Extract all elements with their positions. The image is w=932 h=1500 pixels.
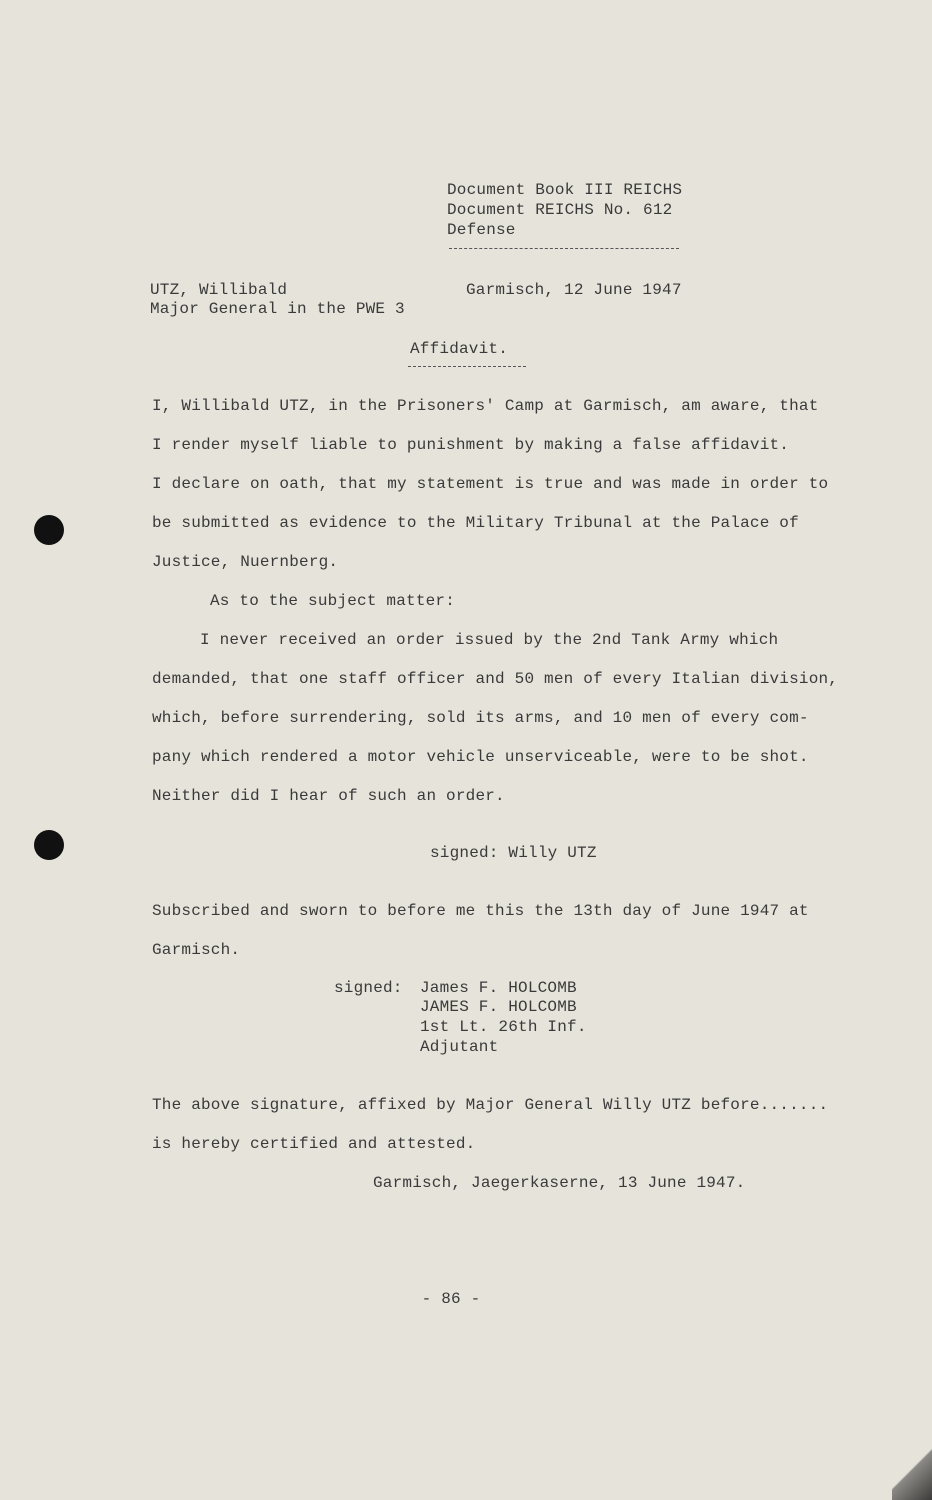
- affidavit-title: Affidavit.: [410, 340, 509, 358]
- statement-line: I never received an order issued by the 2nd Tank Army which: [200, 631, 779, 649]
- certification-place-date: Garmisch, Jaegerkaserne, 13 June 1947.: [373, 1174, 746, 1192]
- defense-line: Defense: [447, 221, 516, 239]
- folded-corner: [892, 1410, 932, 1500]
- officer-role: Adjutant: [420, 1038, 499, 1056]
- oath-line: I, Willibald UTZ, in the Prisoners' Camp at Garmisch, am aware, that: [152, 397, 819, 415]
- statement-line: demanded, that one staff officer and 50 men of every Italian division,: [152, 670, 839, 688]
- document-book-line: Document Book III REICHS: [447, 181, 683, 199]
- subject-heading: As to the subject matter:: [210, 592, 456, 610]
- officer-signature: James F. HOLCOMB: [420, 979, 577, 997]
- oath-line: be submitted as evidence to the Military Tribunal at the Palace of: [152, 514, 799, 532]
- oath-line: Justice, Nuernberg.: [152, 553, 339, 571]
- oath-line: I declare on oath, that my statement is true and was made in order to: [152, 475, 829, 493]
- officer-name: JAMES F. HOLCOMB: [420, 998, 577, 1016]
- place-date: Garmisch, 12 June 1947: [466, 281, 682, 299]
- page-number: - 86 -: [421, 1290, 481, 1308]
- statement-line: pany which rendered a motor vehicle unserviceable, were to be shot.: [152, 748, 809, 766]
- document-number-line: Document REICHS No. 612: [447, 201, 673, 219]
- statement-line: which, before surrendering, sold its arms, and 10 men of every com-: [152, 709, 809, 727]
- sworn-line: Subscribed and sworn to before me this the 13th day of June 1947 at: [152, 902, 809, 920]
- punch-hole: [34, 515, 64, 545]
- author-name: UTZ, Willibald: [150, 281, 288, 299]
- signed-line: signed: Willy UTZ: [430, 844, 597, 862]
- sworn-line: Garmisch.: [152, 941, 241, 959]
- title-rule: [408, 366, 526, 367]
- author-rank: Major General in the PWE 3: [150, 300, 405, 318]
- certification-line: is hereby certified and attested.: [152, 1135, 476, 1153]
- certification-line: The above signature, affixed by Major General Willy UTZ before.......: [152, 1096, 829, 1114]
- oath-line: I render myself liable to punishment by making a false affidavit.: [152, 436, 790, 454]
- statement-line: Neither did I hear of such an order.: [152, 787, 505, 805]
- officer-rank: 1st Lt. 26th Inf.: [420, 1018, 587, 1036]
- header-rule: [449, 248, 679, 249]
- officer-signed-label: signed:: [334, 979, 403, 997]
- punch-hole: [34, 830, 64, 860]
